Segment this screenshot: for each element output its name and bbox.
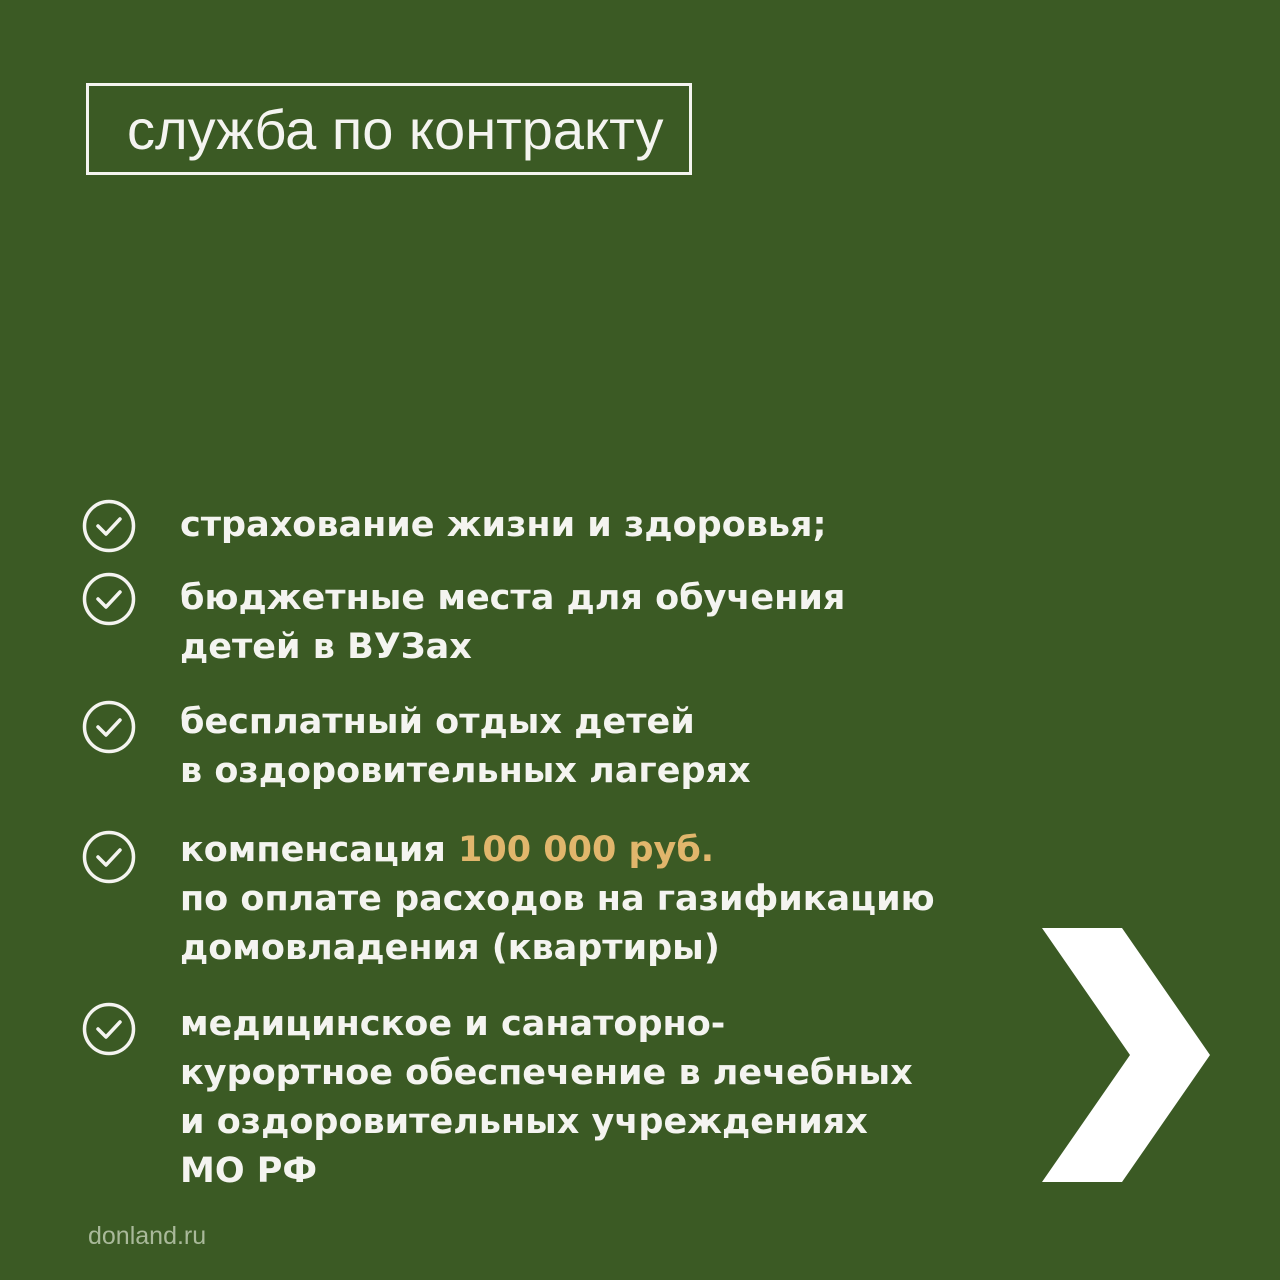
page-title: служба по контракту	[86, 83, 692, 175]
check-circle-icon	[82, 499, 136, 553]
benefit-text-line: бесплатный отдых детей	[180, 702, 695, 742]
benefit-item-insurance	[82, 499, 827, 553]
benefit-text-line: бюджетные места для обучения	[180, 578, 846, 618]
benefit-item-medical	[82, 1002, 913, 1196]
benefit-text-line: медицинское и санаторно-	[180, 1004, 726, 1044]
benefit-text-line: домовладения (квартиры)	[180, 928, 720, 968]
benefit-item-recreation	[82, 700, 751, 796]
chevron-right-icon[interactable]	[1040, 928, 1210, 1182]
benefit-text-line	[180, 826, 935, 875]
benefit-text-line: МО РФ	[180, 1151, 318, 1191]
benefit-item-compensation	[82, 830, 935, 973]
benefit-text-line: по оплате расходов на газификацию	[180, 879, 935, 919]
check-circle-icon	[82, 830, 136, 884]
benefit-text-line: и оздоровительных учреждениях	[180, 1102, 868, 1142]
benefit-text-prefix: компенсация	[180, 830, 459, 870]
benefit-text-line: в оздоровительных лагерях	[180, 751, 751, 791]
benefit-text-line: страхование жизни и здоровья;	[180, 505, 827, 545]
check-circle-icon	[82, 572, 136, 626]
compensation-amount: 100 000 руб.	[458, 830, 715, 870]
check-circle-icon	[82, 700, 136, 754]
benefit-text-line: курортное обеспечение в лечебных	[180, 1053, 913, 1093]
check-circle-icon	[82, 1002, 136, 1056]
source-label: donland.ru	[88, 1222, 207, 1250]
benefit-text-line: детей в ВУЗах	[180, 627, 472, 667]
benefit-item-education	[82, 572, 845, 672]
